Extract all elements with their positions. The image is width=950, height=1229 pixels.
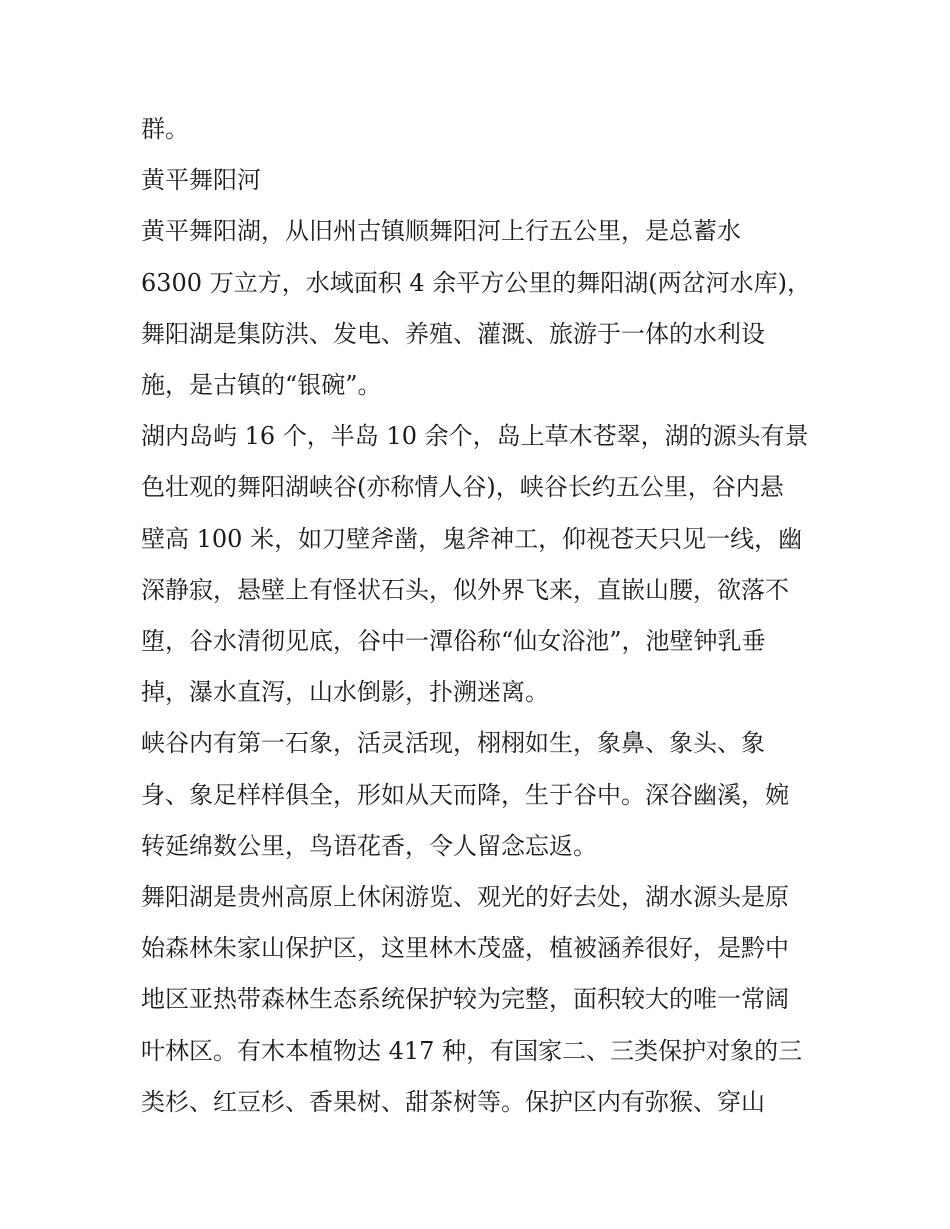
text-line: 黄平舞阳湖，从旧州古镇顺舞阳河上行五公里，是总蓄水: [141, 217, 741, 246]
text-line: 叶林区。有木本植物达 417 种，有国家二、三类保护对象的三: [141, 1036, 803, 1065]
text-line: 身、象足样样俱全，形如从天而降，生于谷中。深谷幽溪，婉: [141, 780, 789, 809]
text-line: 峡谷内有第一石象，活灵活现，栩栩如生，象鼻、象头、象: [141, 729, 765, 758]
document-body: [141, 104, 831, 1128]
paragraph-lake-overview: [141, 206, 831, 411]
text-line: 类杉、红豆杉、香果树、甜茶树等。保护区内有弥猴、穿山: [141, 1087, 765, 1116]
text-line: 深静寂，悬壁上有怪状石头，似外界飞来，直嵌山腰，欲落不: [141, 575, 789, 604]
text-line: 壁高 100 米，如刀壁斧凿，鬼斧神工，仰视苍天只见一线，幽: [141, 524, 803, 553]
text-line: 舞阳湖是贵州高原上休闲游览、观光的好去处，湖水源头是原: [141, 883, 789, 912]
text-line: 转延绵数公里，鸟语花香，令人留念忘返。: [141, 831, 597, 860]
text-line: 色壮观的舞阳湖峡谷(亦称情人谷)，峡谷长约五公里，谷内悬: [141, 473, 784, 502]
text-line: 施，是古镇的“银碗”。: [141, 371, 382, 400]
section-heading: [141, 155, 831, 206]
text-line: 群。: [141, 115, 189, 143]
paragraph-intro-fragment: [141, 104, 831, 155]
text-line: 始森林朱家山保护区，这里林木茂盛，植被涵养很好，是黔中: [141, 934, 789, 963]
text-line: 舞阳湖是集防洪、发电、养殖、灌溉、旅游于一体的水利设: [141, 319, 765, 348]
paragraph-islands-canyon: [141, 411, 831, 718]
text-line: 堕，谷水清彻见底，谷中一潭俗称“仙女浴池”，池壁钟乳垂: [141, 627, 766, 656]
text-line: 6300 万立方，水域面积 4 余平方公里的舞阳湖(两岔河水库)，: [141, 268, 811, 297]
text-line: 地区亚热带森林生态系统保护较为完整，面积较大的唯一常阔: [141, 985, 789, 1014]
text-line: 掉，瀑水直泻，山水倒影，扑溯迷离。: [141, 678, 549, 707]
text-line: 湖内岛屿 16 个，半岛 10 余个，岛上草木苍翠，湖的源头有景: [141, 422, 809, 451]
heading-text: 黄平舞阳河: [141, 166, 261, 195]
paragraph-forest-reserve: [141, 872, 831, 1128]
paragraph-stone-elephant: [141, 718, 831, 872]
